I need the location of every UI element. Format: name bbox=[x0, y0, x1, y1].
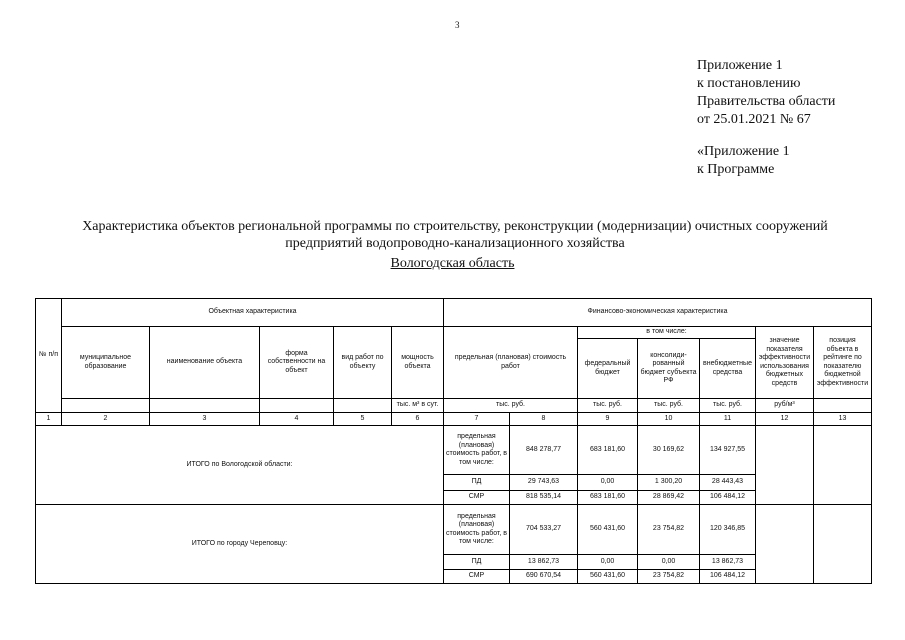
cell-total: 29 743,63 bbox=[510, 475, 578, 491]
cell-extra: 134 927,55 bbox=[700, 426, 756, 475]
unit-extra: тыс. руб. bbox=[700, 399, 756, 413]
col-number: 5 bbox=[334, 413, 392, 426]
header-consolidated: консолиди-рованный бюджет субъекта РФ bbox=[638, 339, 700, 399]
col-number: 8 bbox=[510, 413, 578, 426]
cell-federal: 683 181,60 bbox=[578, 491, 638, 505]
cell-extra: 106 484,12 bbox=[700, 570, 756, 584]
col-number: 11 bbox=[700, 413, 756, 426]
cell-rank bbox=[814, 426, 872, 505]
table-row bbox=[36, 426, 872, 475]
smr-label: СМР bbox=[444, 570, 510, 584]
page-number: 3 bbox=[455, 20, 460, 30]
cost-label: предельная (плановая) стоимость работ, в том числе: bbox=[444, 426, 510, 475]
cell-consolidated: 0,00 bbox=[638, 555, 700, 570]
col-number: 7 bbox=[444, 413, 510, 426]
appendix-line: от 25.01.2021 № 67 bbox=[697, 112, 811, 127]
header-object: Объектная характеристика bbox=[62, 299, 444, 327]
cell-total: 704 533,27 bbox=[510, 505, 578, 555]
pd-label: ПД bbox=[444, 475, 510, 491]
cell-extra: 106 484,12 bbox=[700, 491, 756, 505]
header-name: наименование объекта bbox=[150, 327, 260, 399]
unit-cost: тыс. руб. bbox=[444, 399, 578, 413]
col-number: 3 bbox=[150, 413, 260, 426]
region-name: Вологодская область bbox=[390, 256, 515, 271]
cell-federal: 560 431,60 bbox=[578, 505, 638, 555]
objects-table bbox=[35, 298, 872, 584]
col-number: 12 bbox=[756, 413, 814, 426]
header-rank: позиция объекта в рейтинге по показателю бюджетной эффективности bbox=[814, 327, 872, 399]
header-cost: предельная (плановая) стоимость работ bbox=[444, 327, 578, 399]
header-federal: федеральный бюджет bbox=[578, 339, 638, 399]
unit-consolidated: тыс. руб. bbox=[638, 399, 700, 413]
cell-federal: 0,00 bbox=[578, 555, 638, 570]
cell-consolidated: 1 300,20 bbox=[638, 475, 700, 491]
col-number: 6 bbox=[392, 413, 444, 426]
title-line-2: предприятий водопроводно-канализационного хозяйства bbox=[285, 236, 625, 251]
col-number: 2 bbox=[62, 413, 150, 426]
pd-label: ПД bbox=[444, 555, 510, 570]
header-capacity: мощность объекта bbox=[392, 327, 444, 399]
cell-extra: 13 862,73 bbox=[700, 555, 756, 570]
smr-label: СМР bbox=[444, 491, 510, 505]
unit-efficiency: руб/м³ bbox=[756, 399, 814, 413]
cell-federal: 683 181,60 bbox=[578, 426, 638, 475]
cost-label: предельная (плановая) стоимость работ, в том числе: bbox=[444, 505, 510, 555]
cell-efficiency bbox=[756, 426, 814, 505]
col-number: 10 bbox=[638, 413, 700, 426]
header-num: № п/п bbox=[36, 299, 62, 413]
header-extra: внебюджетные средства bbox=[700, 339, 756, 399]
appendix-block bbox=[697, 57, 835, 179]
cell-federal: 0,00 bbox=[578, 475, 638, 491]
cell-rank bbox=[814, 505, 872, 584]
cell-total: 13 862,73 bbox=[510, 555, 578, 570]
col-number: 13 bbox=[814, 413, 872, 426]
appendix-line: к Программе bbox=[697, 162, 775, 177]
row-label: ИТОГО по городу Череповцу: bbox=[36, 505, 444, 584]
cell-consolidated: 23 754,82 bbox=[638, 570, 700, 584]
cell-consolidated: 23 754,82 bbox=[638, 505, 700, 555]
col-number: 4 bbox=[260, 413, 334, 426]
cell-extra: 28 443,43 bbox=[700, 475, 756, 491]
cell-total: 818 535,14 bbox=[510, 491, 578, 505]
appendix-line: «Приложение 1 bbox=[697, 144, 790, 159]
header-efficiency: значение показателя эффективности использования бюджетных средств bbox=[756, 327, 814, 399]
cell-consolidated: 28 869,42 bbox=[638, 491, 700, 505]
header-municipal: муниципальное образование bbox=[62, 327, 150, 399]
cell-consolidated: 30 169,62 bbox=[638, 426, 700, 475]
cell-efficiency bbox=[756, 505, 814, 584]
cell-extra: 120 346,85 bbox=[700, 505, 756, 555]
appendix-line: к постановлению bbox=[697, 76, 801, 91]
cell-total: 848 278,77 bbox=[510, 426, 578, 475]
header-worktype: вид работ по объекту bbox=[334, 327, 392, 399]
title-line-1: Характеристика объектов региональной программы по строительству, реконструкции (модернизации) очистных сооружений bbox=[82, 219, 828, 234]
header-incl: в том числе: bbox=[578, 327, 756, 339]
unit-federal: тыс. руб. bbox=[578, 399, 638, 413]
header-ownership: форма собственности на объект bbox=[260, 327, 334, 399]
unit-capacity: тыс. м³ в сут. bbox=[392, 399, 444, 413]
col-number: 1 bbox=[36, 413, 62, 426]
document-title bbox=[40, 218, 870, 252]
table-row bbox=[36, 505, 872, 555]
header-finance: Финансово-экономическая характеристика bbox=[444, 299, 872, 327]
appendix-line: Правительства области bbox=[697, 94, 836, 109]
row-label: ИТОГО по Вологодской области: bbox=[36, 426, 444, 505]
appendix-line: Приложение 1 bbox=[697, 58, 783, 73]
col-number: 9 bbox=[578, 413, 638, 426]
cell-federal: 560 431,60 bbox=[578, 570, 638, 584]
cell-total: 690 670,54 bbox=[510, 570, 578, 584]
